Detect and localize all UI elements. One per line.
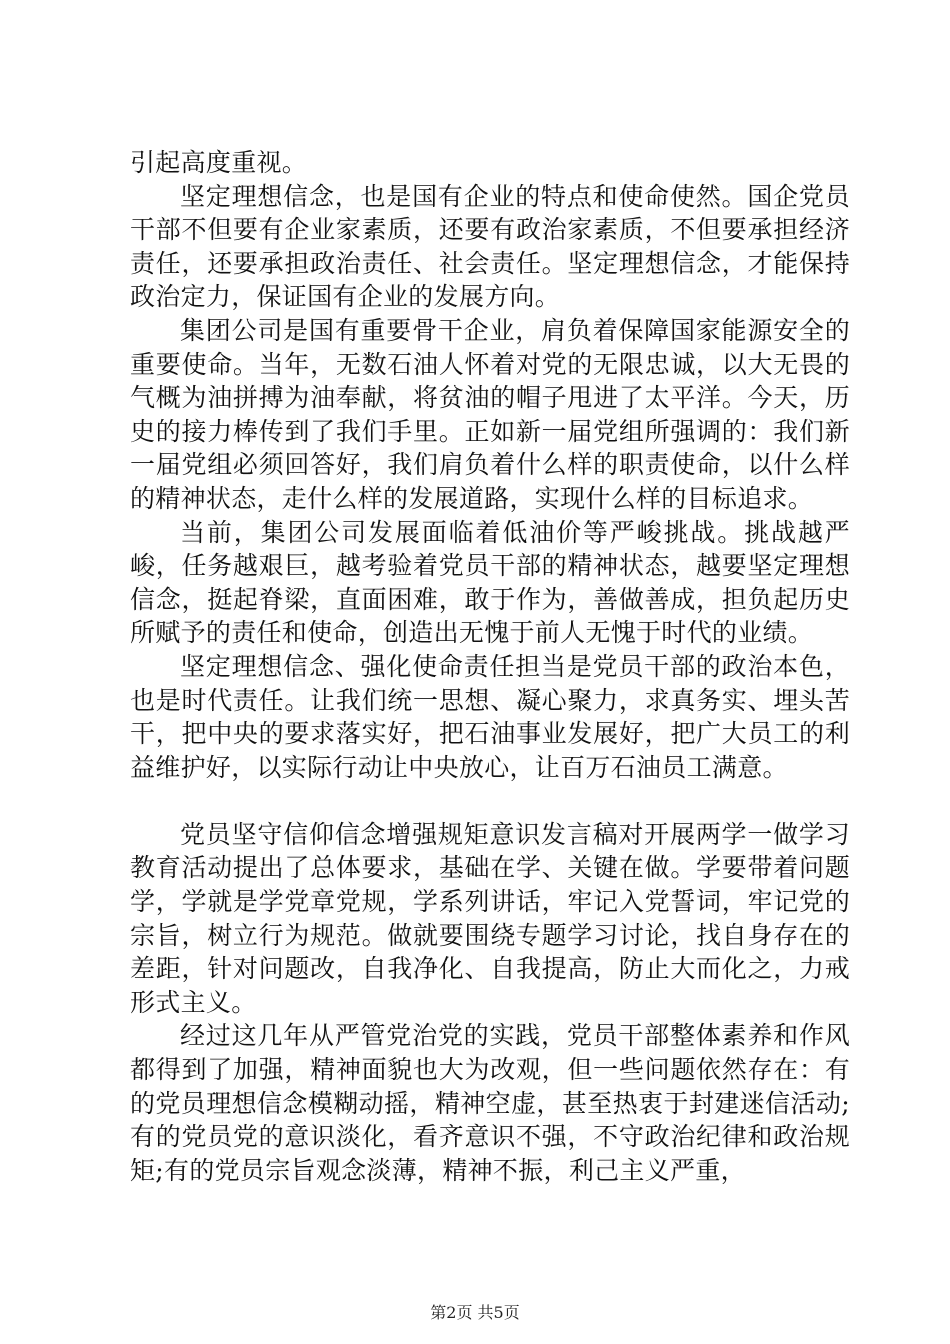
paragraph-1: 引起高度重视。	[130, 148, 308, 177]
paragraph-5: 坚定理想信念、强化使命责任担当是党员干部的政治本色，也是时代责任。让我们统一思想、凝心聚力，求真务实、埋头苦干，把中央的要求落实好，把石油事业发展好，把广大员工的利益维护好，以实际行动让中央放心，让百万石油员工满意。	[130, 651, 850, 782]
paragraph-3: 集团公司是国有重要骨干企业，肩负着保障国家能源安全的重要使命。当年，无数石油人怀着对党的无限忠诚，以大无畏的气概为油拼搏为油奉献，将贫油的帽子甩进了太平洋。今天，历史的接力棒传到了我们手里。正如新一届党组所强调的：我们新一届党组必须回答好，我们肩负着什么样的职责使命，以什么样的精神状态，走什么样的发展道路，实现什么样的目标追求。	[130, 315, 850, 513]
paragraph-6: 党员坚守信仰信念增强规矩意识发言稿对开展两学一做学习教育活动提出了总体要求，基础在学、关键在做。学要带着问题学，学就是学党章党规，学系列讲话，牢记入党誓词，牢记党的宗旨，树立行为规范。做就要围绕专题学习讨论，找自身存在的差距，针对问题改，自我净化、自我提高，防止大而化之，力戒形式主义。	[130, 819, 850, 1017]
paragraph-4: 当前，集团公司发展面临着低油价等严峻挑战。挑战越严峻，任务越艰巨，越考验着党员干部的精神状态，越要坚定理想信念，挺起脊梁，直面困难，敢于作为，善做善成，担负起历史所赋予的责任和使命，创造出无愧于前人无愧于时代的业绩。	[130, 517, 850, 648]
page-footer: 第2页 共5页	[430, 1303, 520, 1322]
document-body	[130, 146, 850, 1187]
paragraph-7: 经过这几年从严管党治党的实践，党员干部整体素养和作风都得到了加强，精神面貌也大为改观，但一些问题依然存在：有的党员理想信念模糊动摇，精神空虚，甚至热衷于封建迷信活动;有的党员党的意识淡化，看齐意识不强，不守政治纪律和政治规矩;有的党员宗旨观念淡薄，精神不振，利己主义严重，	[130, 1021, 850, 1185]
section-gap	[130, 784, 850, 818]
paragraph-2: 坚定理想信念，也是国有企业的特点和使命使然。国企党员干部不但要有企业家素质，还要有政治家素质，不但要承担经济责任，还要承担政治责任、社会责任。坚定理想信念，才能保持政治定力，保证国有企业的发展方向。	[130, 181, 850, 312]
